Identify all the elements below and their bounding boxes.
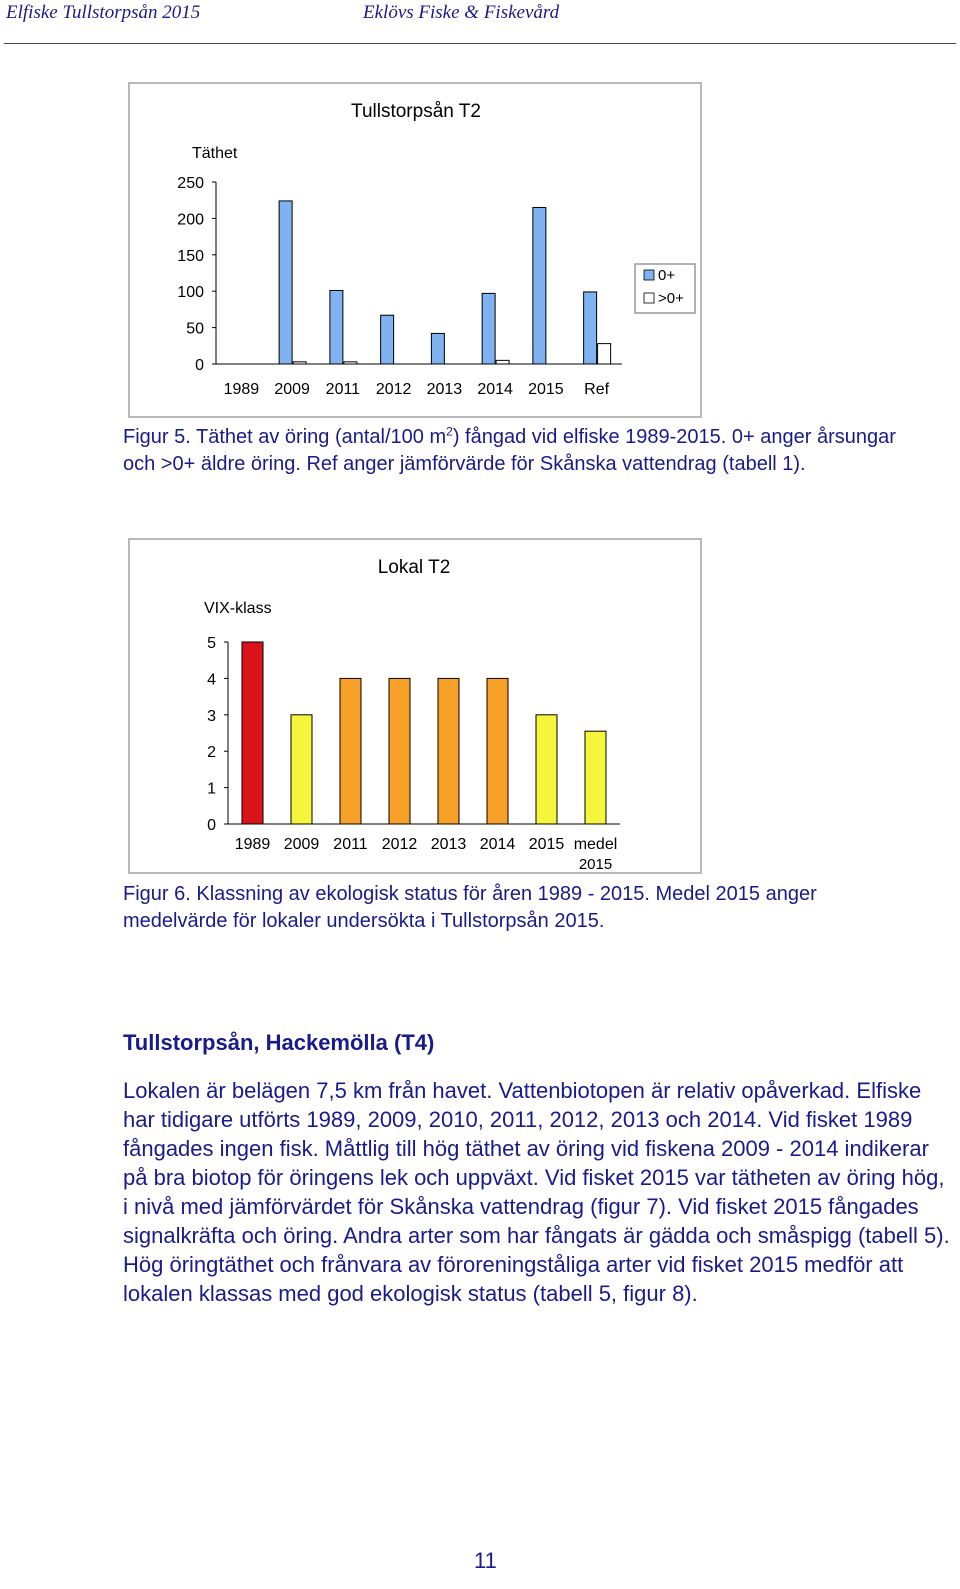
section-body: Lokalen är belägen 7,5 km från havet. Vattenbiotopen är relativ opåverkad. Elfiske har tidigare utförts 1989, 2009, 2010, 2011, 2012, 2013 och 2014. Vid fisket 1989 fångades ingen fisk. Måttlig till hög täthet av öring vid fiskena 2009 - 2014 indikerar på bra biotop för öringens lek och uppväxt. Vid fisket 2015 var tätheten av öring hög, i nivå med jämförvärdet för Skånska vattendrag (figur 7). Vid fisket 2015 fångades signalkräfta och öring. Andra arter som har fångats är gädda och småspigg (tabell 5). Hög öringtäthet och frånvara av föroreningståliga arter vid fisket 2015 medför att lokalen klassas med god ekologisk status (tabell 5, figur 8). <box>123 1078 950 1306</box>
x-tick-label: 2009 <box>283 836 320 853</box>
header-divider <box>4 43 956 44</box>
figure6-chart <box>128 538 702 874</box>
x-tick-label: 2012 <box>381 836 418 853</box>
bar-vix-class <box>389 678 410 824</box>
bar-0plus <box>533 207 546 364</box>
figure6-caption: Figur 6. Klassning av ekologisk status för åren 1989 - 2015. Medel 2015 anger medelvärde för lokaler undersökta i Tullstorpsån 2015. <box>123 883 817 932</box>
x-tick-label: 2015 <box>528 836 565 853</box>
y-tick-label: 3 <box>207 707 216 725</box>
y-axis-label: Täthet <box>192 145 238 162</box>
bar-older <box>293 362 306 364</box>
x-tick-label: 1989 <box>223 381 260 398</box>
x-tick-label: 2011 <box>333 836 368 853</box>
bar-vix-class <box>340 678 361 824</box>
bar-vix-class <box>536 715 557 824</box>
bar-0plus <box>584 292 597 364</box>
x-tick-label: 2011 <box>325 381 361 398</box>
bar-vix-class <box>438 678 459 824</box>
section-heading: Tullstorpsån, Hackemölla (T4) <box>123 1030 435 1055</box>
header-left-title: Elfiske Tullstorpsån 2015 <box>6 2 201 23</box>
legend-label-0plus: 0+ <box>658 267 676 284</box>
y-tick-label: 1 <box>207 780 216 798</box>
legend <box>635 264 695 313</box>
figure5-caption-pre: Figur 5. Täthet av öring (antal/100 m <box>123 426 447 448</box>
figure5-caption-post: ) fångad vid elfiske 1989-2015. 0+ anger årsungar och >0+ äldre öring. Ref anger jämförvärde för Skånska vattendrag (tabell 1). <box>123 426 896 475</box>
y-tick-label: 250 <box>177 175 204 192</box>
figure5-chart <box>128 82 702 418</box>
chart-title: Lokal T2 <box>377 557 451 578</box>
legend-swatch-0plus <box>644 270 654 280</box>
bar-older <box>598 344 611 364</box>
x-tick-label: medel <box>573 836 618 853</box>
bar-0plus <box>482 293 495 364</box>
header-right-title: Eklövs Fiske & Fiskevård <box>363 2 560 23</box>
bar-0plus <box>431 333 444 364</box>
y-tick-label: 50 <box>186 320 204 338</box>
y-tick-label: 200 <box>177 211 204 229</box>
y-tick-label: 5 <box>207 635 216 652</box>
bar-older <box>496 360 509 364</box>
page-number: 11 <box>474 1548 497 1573</box>
legend-label-older: >0+ <box>658 290 684 307</box>
bar-older <box>344 362 357 364</box>
figure5-caption-sup: 2 <box>446 424 453 439</box>
chart-title: Tullstorpsån T2 <box>351 101 481 122</box>
y-tick-label: 0 <box>207 817 216 834</box>
x-tick-label: 2014 <box>477 381 513 398</box>
x-tick-label: 2013 <box>430 836 467 853</box>
x-tick-label: 2009 <box>274 381 310 398</box>
x-tick-label: 2014 <box>479 836 516 853</box>
y-tick-label: 0 <box>195 357 204 374</box>
y-tick-label: 2 <box>207 744 216 762</box>
bar-vix-class <box>291 715 312 824</box>
x-tick-label: 2015 <box>528 381 564 398</box>
x-tick-sublabel: 2015 <box>578 856 613 872</box>
bar-0plus <box>279 201 292 364</box>
bar-vix-class <box>242 642 263 824</box>
x-tick-label: 2013 <box>426 381 463 398</box>
y-tick-label: 100 <box>177 284 204 302</box>
y-tick-label: 4 <box>207 671 216 689</box>
y-axis-label: VIX-klass <box>204 600 272 617</box>
y-tick-label: 150 <box>177 247 204 265</box>
legend-swatch-older <box>644 293 654 303</box>
figure5-caption <box>123 424 923 478</box>
bar-vix-class <box>487 678 508 824</box>
bar-0plus <box>330 290 343 364</box>
x-tick-label: 2012 <box>375 381 412 398</box>
x-tick-label: 1989 <box>234 836 271 853</box>
bar-0plus <box>381 315 394 364</box>
bar-vix-class <box>585 731 606 824</box>
x-tick-label: Ref <box>584 381 610 398</box>
